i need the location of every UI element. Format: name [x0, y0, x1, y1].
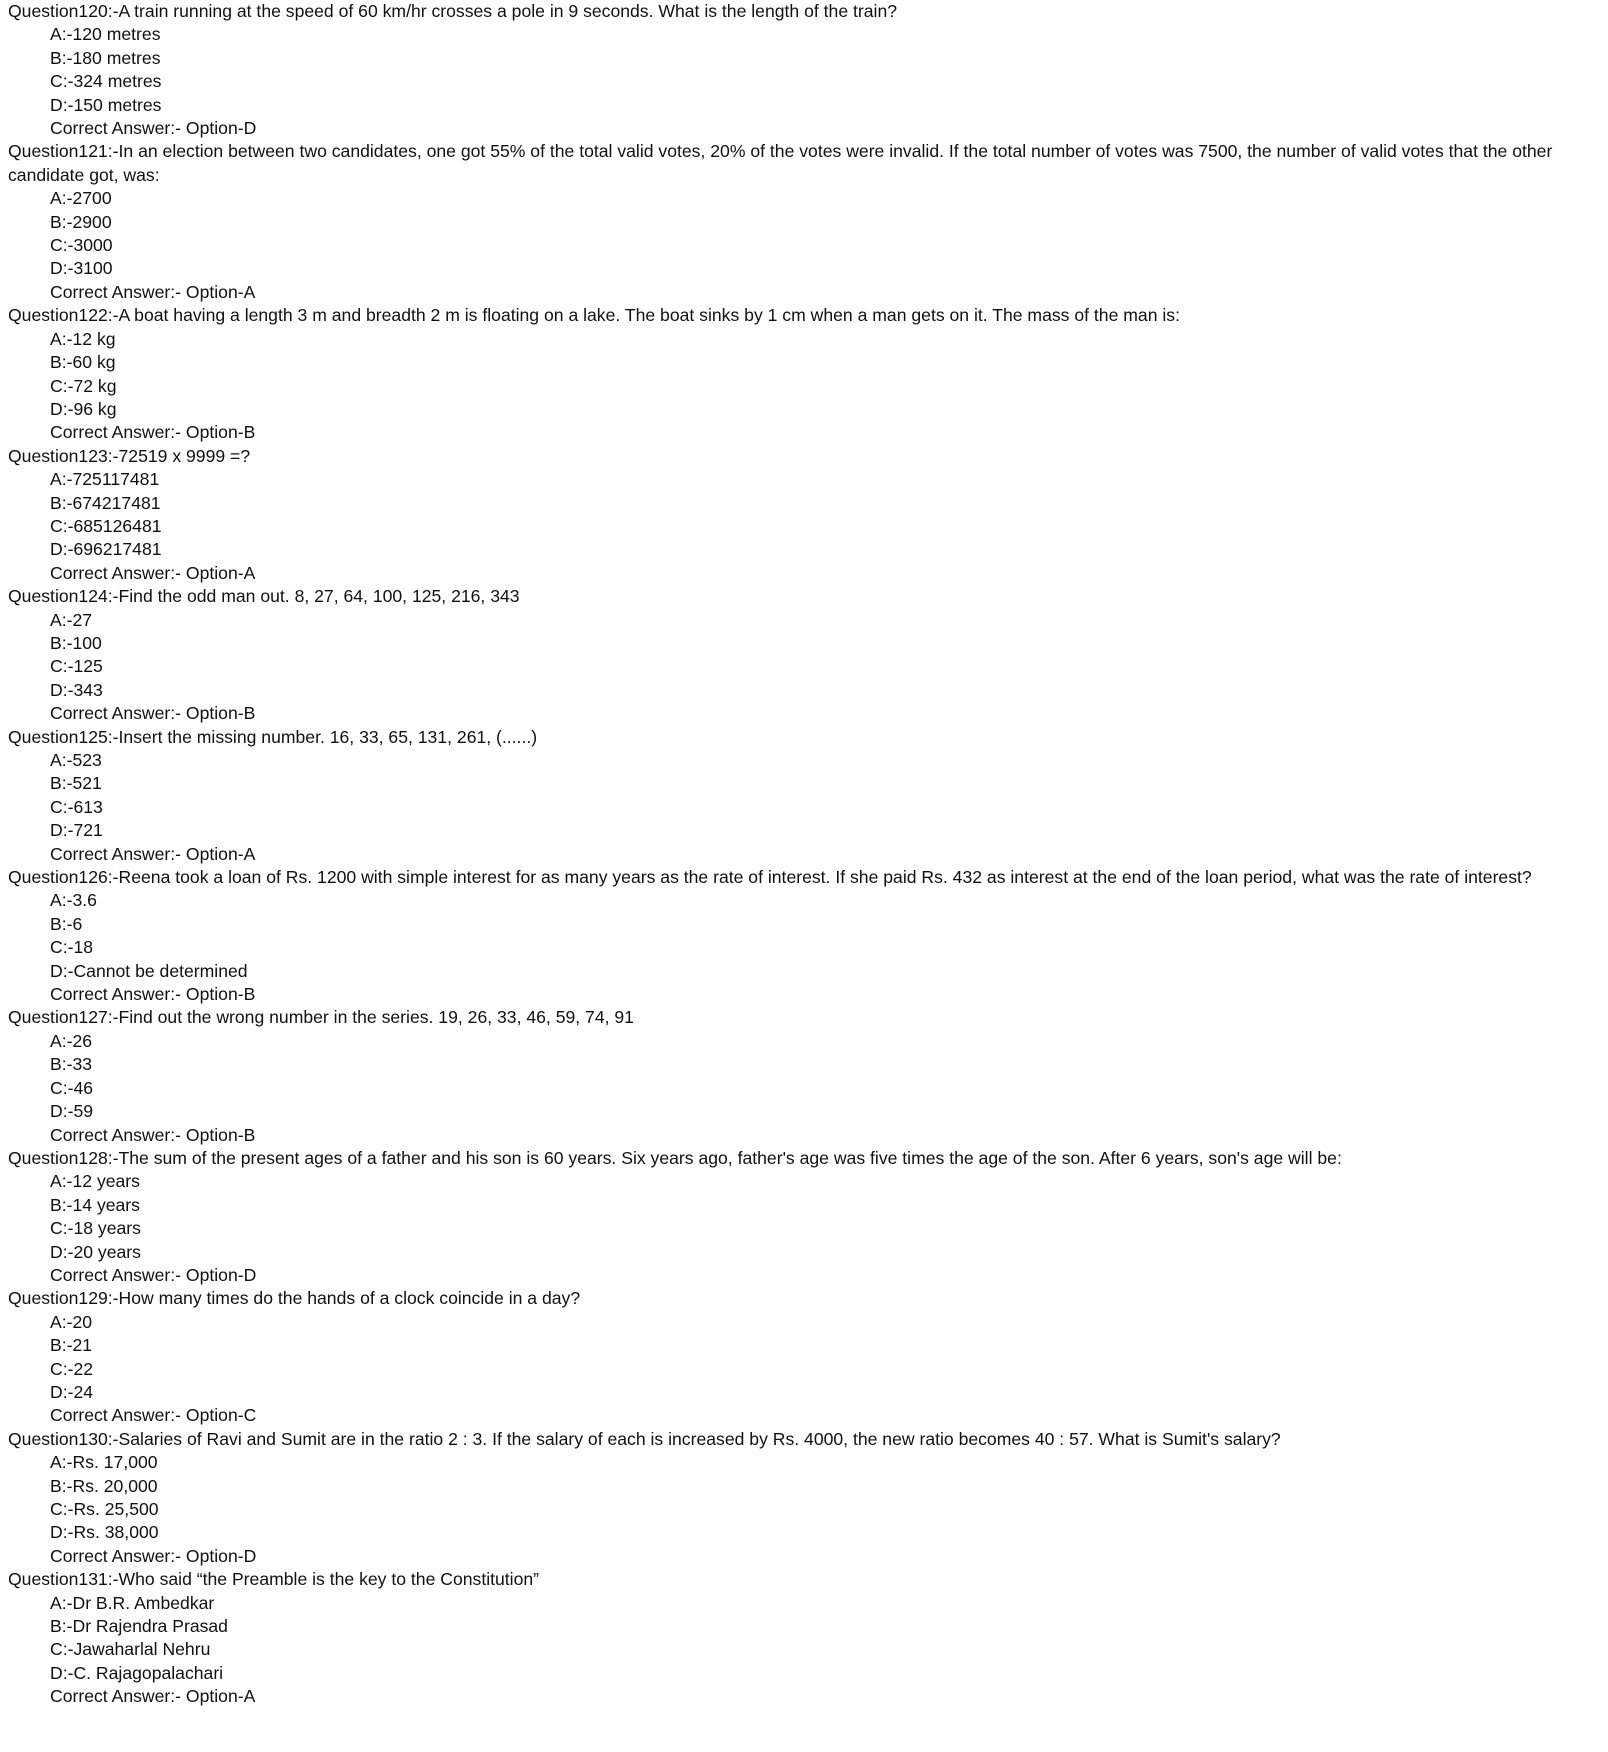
- question-text: Question127:-Find out the wrong number in the series. 19, 26, 33, 46, 59, 74, 91: [8, 1007, 634, 1028]
- correct-answer: Correct Answer:- Option-A: [50, 281, 256, 302]
- question-text: Question120:-A train running at the speed of 60 km/hr crosses a pole in 9 seconds. What is the length of the train?: [8, 1, 898, 21]
- question-text: Question130:-Salaries of Ravi and Sumit are in the ratio 2 : 3. If the salary of each is increased by Rs. 4000, the new ratio becomes 40 : 57. What is Sumit's salary?: [8, 1428, 1281, 1449]
- option-item: D:-24: [50, 1381, 94, 1402]
- option-item: C:-72 kg: [50, 375, 117, 396]
- question-block: [8, 445, 1240, 585]
- option-item: D:-C. Rajagopalachari: [50, 1662, 224, 1683]
- question-block: [8, 1147, 1342, 1287]
- option-item: D:-343: [50, 679, 103, 700]
- option-item: A:-26: [50, 1030, 93, 1051]
- correct-answer: Correct Answer:- Option-A: [50, 843, 256, 864]
- question-text: Question129:-How many times do the hands of a clock coincide in a day?: [8, 1288, 581, 1309]
- option-item: C:-Rs. 25,500: [50, 1499, 159, 1519]
- option-item: D:-3100: [50, 258, 113, 279]
- options-list: [8, 468, 1240, 585]
- option-item: C:-125: [50, 656, 103, 677]
- option-item: B:-6: [50, 913, 83, 934]
- option-item: A:-2700: [50, 188, 112, 209]
- correct-answer: Correct Answer:- Option-D: [50, 118, 257, 139]
- option-item: A:-523: [50, 750, 102, 770]
- question-text: Question121:-In an election between two candidates, one got 55% of the total valid votes, 20% of the votes were invalid. If the total number of votes was 7500, the number of valid votes that the other candidate got, was:: [8, 141, 1553, 185]
- question-block: [8, 585, 1240, 725]
- question-block: [8, 1428, 1281, 1568]
- option-item: B:-14 years: [50, 1194, 140, 1215]
- question-block: [8, 0, 1240, 140]
- question-text: Question126:-Reena took a loan of Rs. 1200 with simple interest for as many years as the rate of interest. If she paid Rs. 432 as interest at the end of the loan period, what was the rate of interest?: [8, 867, 1532, 888]
- option-item: B:-2900: [50, 211, 112, 232]
- correct-answer: Correct Answer:- Option-B: [50, 984, 256, 1005]
- options-list: [8, 1451, 1240, 1568]
- option-item: A:-3.6: [50, 890, 97, 911]
- option-item: B:-180 metres: [50, 47, 161, 68]
- question-block: [8, 1006, 1240, 1146]
- option-item: B:-674217481: [50, 492, 161, 513]
- option-item: D:-Rs. 38,000: [50, 1522, 159, 1543]
- question-document: [8, 0, 1553, 1752]
- correct-answer: Correct Answer:- Option-B: [50, 703, 256, 724]
- option-item: B:-21: [50, 1335, 93, 1356]
- option-item: D:-150 metres: [50, 94, 162, 115]
- option-item: A:-120 metres: [50, 24, 161, 45]
- question-text: Question125:-Insert the missing number. 16, 33, 65, 131, 261, (......): [8, 726, 538, 747]
- option-item: A:-Dr B.R. Ambedkar: [50, 1592, 215, 1613]
- correct-answer: Correct Answer:- Option-B: [50, 1124, 256, 1145]
- option-item: A:-Rs. 17,000: [50, 1452, 158, 1473]
- option-item: C:-22: [50, 1358, 94, 1379]
- option-item: D:-59: [50, 1101, 94, 1122]
- option-item: C:-18: [50, 937, 94, 958]
- options-list: [8, 328, 1240, 445]
- question-block: [8, 1287, 1240, 1427]
- question-text: Question123:-72519 x 9999 =?: [8, 445, 251, 466]
- question-text: Question128:-The sum of the present ages of a father and his son is 60 years. Six years ago, father's age was five times the age of the son. After 6 years, son's age will be:: [8, 1147, 1342, 1168]
- option-item: C:-613: [50, 796, 103, 817]
- correct-answer: Correct Answer:- Option-D: [50, 1264, 257, 1285]
- correct-answer: Correct Answer:- Option-B: [50, 422, 256, 443]
- option-item: A:-27: [50, 609, 93, 630]
- option-item: C:-324 metres: [50, 71, 162, 92]
- option-item: B:-521: [50, 773, 102, 794]
- options-list: [8, 187, 1240, 304]
- option-item: B:-60 kg: [50, 352, 116, 373]
- options-list: [8, 749, 1240, 866]
- option-item: B:-33: [50, 1054, 93, 1075]
- option-item: A:-12 years: [50, 1171, 140, 1192]
- option-item: B:-Dr Rajendra Prasad: [50, 1616, 228, 1637]
- correct-answer: Correct Answer:- Option-A: [50, 1686, 256, 1707]
- question-block: [8, 726, 1240, 866]
- options-list: [8, 23, 1240, 140]
- option-item: C:-Jawaharlal Nehru: [50, 1639, 211, 1660]
- question-block: [8, 1568, 1240, 1708]
- option-item: B:-100: [50, 632, 102, 653]
- question-block: [8, 866, 1532, 1006]
- question-text: Question124:-Find the odd man out. 8, 27, 64, 100, 125, 216, 343: [8, 586, 520, 607]
- option-item: D:-696217481: [50, 539, 162, 560]
- options-list: [8, 1170, 1240, 1287]
- option-item: C:-18 years: [50, 1218, 141, 1239]
- question-block: [8, 304, 1240, 444]
- options-list: [8, 1592, 1240, 1709]
- question-text: Question131:-Who said “the Preamble is the key to the Constitution”: [8, 1569, 540, 1590]
- option-item: A:-12 kg: [50, 328, 116, 349]
- option-item: D:-721: [50, 820, 103, 841]
- option-item: D:-96 kg: [50, 398, 117, 419]
- correct-answer: Correct Answer:- Option-C: [50, 1405, 257, 1426]
- correct-answer: Correct Answer:- Option-D: [50, 1545, 257, 1566]
- option-item: D:-Cannot be determined: [50, 960, 248, 981]
- option-item: A:-20: [50, 1311, 93, 1332]
- option-item: D:-20 years: [50, 1241, 141, 1262]
- question-block: [8, 140, 1553, 304]
- option-item: C:-3000: [50, 235, 113, 256]
- options-list: [8, 609, 1240, 726]
- options-list: [8, 1030, 1240, 1147]
- correct-answer: Correct Answer:- Option-A: [50, 562, 256, 583]
- options-list: [8, 1311, 1240, 1428]
- option-item: C:-685126481: [50, 515, 162, 536]
- option-item: C:-46: [50, 1077, 94, 1098]
- options-list: [8, 889, 1240, 1006]
- option-item: B:-Rs. 20,000: [50, 1475, 158, 1496]
- option-item: A:-725117481: [50, 469, 160, 490]
- question-text: Question122:-A boat having a length 3 m and breadth 2 m is floating on a lake. The boat sinks by 1 cm when a man gets on it. The mass of the man is:: [8, 305, 1180, 326]
